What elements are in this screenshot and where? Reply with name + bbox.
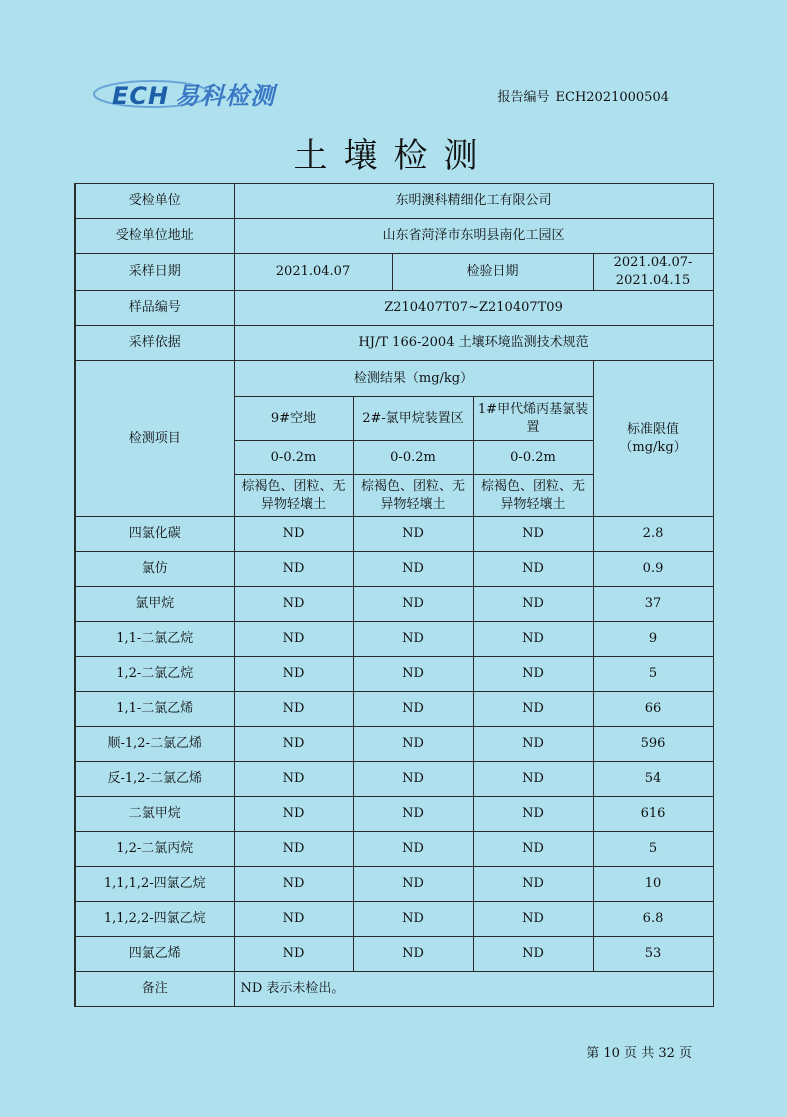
result-3: ND [473,902,593,937]
result-3: ND [473,832,593,867]
limit-value: 9 [593,622,713,657]
item-name: 1,1-二氯乙烯 [75,692,234,727]
result-1: ND [234,657,353,692]
info-row-dates [75,254,713,291]
result-1: ND [234,622,353,657]
table-row [75,657,713,692]
ech-logo [92,76,322,110]
table-row [75,727,713,762]
table-row [75,902,713,937]
item-name: 四氯化碳 [75,517,234,552]
result-1: ND [234,867,353,902]
result-2: ND [353,762,473,797]
report-number-label: 报告编号 [497,90,550,105]
limit-value: 54 [593,762,713,797]
item-name: 四氯乙烯 [75,937,234,972]
item-name: 1,1,1,2-四氯乙烷 [75,867,234,902]
result-1: ND [234,902,353,937]
item-name: 1,1-二氯乙烷 [75,622,234,657]
results-header-row [75,361,713,397]
limit-value: 2.8 [593,517,713,552]
table-row [75,762,713,797]
sample-no-value: Z210407T07~Z210407T09 [234,291,713,326]
remark-row [75,972,713,1007]
result-1: ND [234,762,353,797]
limit-value: 53 [593,937,713,972]
limit-value: 37 [593,587,713,622]
point-2-name: 2#-氯甲烷装置区 [353,397,473,441]
result-2: ND [353,692,473,727]
result-1: ND [234,832,353,867]
item-name: 1,1,2,2-四氯乙烷 [75,902,234,937]
result-1: ND [234,517,353,552]
sample-no-label: 样品编号 [75,291,234,326]
info-row-unit [75,184,713,219]
point-3-depth: 0-0.2m [473,441,593,475]
limit-header-line1: 标准限值 [627,421,680,437]
point-1-name: 9#空地 [234,397,353,441]
remark-value: ND 表示未检出。 [234,972,713,1007]
item-name: 1,2-二氯丙烷 [75,832,234,867]
result-2: ND [353,587,473,622]
unit-label: 受检单位 [75,184,234,219]
item-name: 1,2-二氯乙烷 [75,657,234,692]
point-1-depth: 0-0.2m [234,441,353,475]
item-name: 氯甲烷 [75,587,234,622]
address-label: 受检单位地址 [75,219,234,254]
table-row [75,832,713,867]
sampling-date-label: 采样日期 [75,254,234,291]
result-3: ND [473,937,593,972]
test-date-value: 2021.04.07-2021.04.15 [593,254,713,291]
page-title: 土壤检测 [293,136,494,176]
limit-value: 596 [593,727,713,762]
remark-label: 备注 [75,972,234,1007]
limit-value: 5 [593,657,713,692]
basis-value: HJ/T 166-2004 土壤环境监测技术规范 [234,326,713,361]
result-2: ND [353,657,473,692]
result-3: ND [473,517,593,552]
table-row [75,622,713,657]
report-number-value: ECH2021000504 [555,90,669,105]
result-1: ND [234,937,353,972]
report-number [498,86,670,105]
point-3-desc: 棕褐色、团粒、无异物轻壤土 [473,475,593,517]
point-2-depth: 0-0.2m [353,441,473,475]
point-1-desc: 棕褐色、团粒、无异物轻壤土 [234,475,353,517]
result-2: ND [353,797,473,832]
limit-value: 0.9 [593,552,713,587]
basis-label: 采样依据 [75,326,234,361]
result-2: ND [353,867,473,902]
limit-value: 5 [593,832,713,867]
result-3: ND [473,622,593,657]
result-2: ND [353,902,473,937]
info-row-basis [75,326,713,361]
result-3: ND [473,692,593,727]
table-row [75,552,713,587]
limit-value: 66 [593,692,713,727]
result-2: ND [353,552,473,587]
result-3: ND [473,727,593,762]
result-2: ND [353,832,473,867]
limit-value: 616 [593,797,713,832]
result-2: ND [353,517,473,552]
limit-value: 10 [593,867,713,902]
logo-cn-text: 易科检测 [175,82,276,110]
page-number: 第 10 页 共 32 页 [586,1046,692,1061]
result-header: 检测结果（mg/kg） [234,361,593,397]
point-3-name: 1#甲代烯丙基氯装置 [473,397,593,441]
logo-en-text: ECH [112,82,170,110]
result-3: ND [473,552,593,587]
soil-test-table [74,183,714,1007]
item-name: 反-1,2-二氯乙烯 [75,762,234,797]
result-3: ND [473,587,593,622]
info-row-address [75,219,713,254]
info-row-sample-no [75,291,713,326]
result-3: ND [473,797,593,832]
item-name: 二氯甲烷 [75,797,234,832]
item-name: 氯仿 [75,552,234,587]
table-row [75,517,713,552]
limit-header [593,361,713,517]
address-value: 山东省菏泽市东明县南化工园区 [234,219,713,254]
result-2: ND [353,937,473,972]
sampling-date-value: 2021.04.07 [234,254,392,291]
result-1: ND [234,727,353,762]
table-row [75,587,713,622]
limit-header-line2: （mg/kg） [619,439,687,455]
point-2-desc: 棕褐色、团粒、无异物轻壤土 [353,475,473,517]
result-2: ND [353,727,473,762]
result-2: ND [353,622,473,657]
result-3: ND [473,657,593,692]
result-1: ND [234,692,353,727]
result-1: ND [234,552,353,587]
unit-value: 东明澳科精细化工有限公司 [234,184,713,219]
table-row [75,937,713,972]
limit-value: 6.8 [593,902,713,937]
result-3: ND [473,762,593,797]
table-row [75,797,713,832]
item-header: 检测项目 [75,361,234,517]
test-date-label: 检验日期 [392,254,593,291]
table-row [75,692,713,727]
result-1: ND [234,797,353,832]
table-row [75,867,713,902]
result-3: ND [473,867,593,902]
result-1: ND [234,587,353,622]
item-name: 顺-1,2-二氯乙烯 [75,727,234,762]
